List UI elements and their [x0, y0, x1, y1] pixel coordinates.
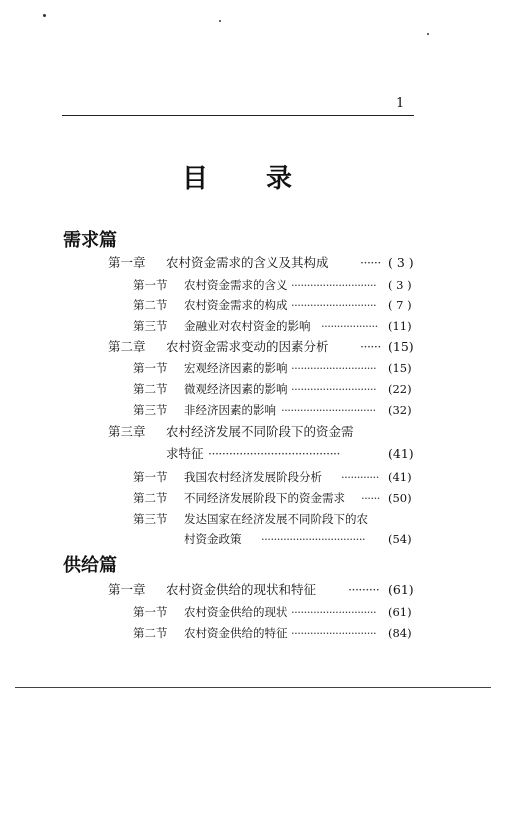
toc-entry-section[interactable] [133, 510, 414, 550]
entry-label: 第二节 [133, 382, 168, 396]
toc-entry-chapter[interactable] [108, 338, 414, 356]
entry-page: (15) [388, 339, 414, 354]
entry-label: 第二节 [133, 626, 168, 640]
entry-label: 第一节 [133, 605, 168, 619]
entry-text: 微观经济因素的影响 [184, 382, 288, 396]
entry-text: 农村资金供给的特征 [184, 626, 288, 640]
toc-entry-chapter[interactable] [108, 581, 414, 599]
entry-page: ( 3 ) [388, 278, 412, 292]
toc-entry-section[interactable] [133, 276, 414, 294]
leader-dots: ··························· [291, 278, 377, 292]
leader-dots: ············ [341, 470, 379, 484]
entry-text: 我国农村经济发展阶段分析 [184, 470, 322, 484]
toc-entry-section[interactable] [133, 603, 414, 621]
entry-text: 不同经济发展阶段下的资金需求 [184, 491, 345, 505]
toc-entry-section[interactable] [133, 359, 414, 377]
entry-page: (84) [388, 626, 412, 640]
toc-entry-chapter[interactable] [108, 423, 414, 463]
entry-label: 第三节 [133, 319, 168, 333]
leader-dots: ··························· [291, 382, 377, 396]
entry-text: 发达国家在经济发展不同阶段下的农 [184, 512, 368, 526]
entry-page: (32) [388, 403, 412, 417]
toc-entry-section[interactable] [133, 380, 414, 398]
entry-text: 农村经济发展不同阶段下的资金需 [166, 424, 354, 439]
entry-page: ( 7 ) [388, 298, 412, 312]
entry-label: 第一章 [108, 582, 146, 597]
entry-label: 第一节 [133, 278, 168, 292]
scan-speck [219, 20, 221, 22]
entry-page: (61) [388, 605, 412, 619]
entry-page: (22) [388, 382, 412, 396]
toc-entry-section[interactable] [133, 317, 414, 335]
toc-title-char-1: 目 [182, 164, 209, 194]
leader-dots: ······ [360, 255, 381, 270]
entry-page: (50) [388, 491, 412, 505]
entry-text: 农村资金供给的现状 [184, 605, 288, 619]
entry-page: (15) [388, 361, 412, 375]
entry-text: 农村资金需求的含义及其构成 [166, 255, 329, 270]
entry-text: 金融业对农村资金的影响 [184, 319, 311, 333]
entry-text: 非经济因素的影响 [184, 403, 276, 417]
toc-entry-section[interactable] [133, 624, 414, 642]
entry-label: 第三章 [108, 424, 146, 439]
entry-page: (11) [388, 319, 412, 333]
entry-text: 宏观经济因素的影响 [184, 361, 288, 375]
entry-label: 第三节 [133, 512, 168, 526]
leader-dots: ··························· [291, 605, 377, 619]
entry-label: 第二节 [133, 491, 168, 505]
entry-label: 第一章 [108, 255, 146, 270]
entry-page: (41) [388, 446, 414, 461]
leader-dots: ··························· [291, 626, 377, 640]
leader-dots: ································· [261, 532, 366, 546]
footer-rule [15, 687, 491, 688]
section-heading-demand: 需求篇 [63, 230, 117, 251]
toc-entry-section[interactable] [133, 401, 414, 419]
header-rule [62, 115, 414, 116]
leader-dots: ··························· [291, 361, 377, 375]
leader-dots: ··························· [291, 298, 377, 312]
entry-text: 农村资金供给的现状和特征 [166, 582, 317, 597]
entry-label: 第三节 [133, 403, 168, 417]
toc-entry-section[interactable] [133, 296, 414, 314]
toc-title-char-2: 录 [266, 164, 293, 194]
toc-entry-chapter[interactable] [108, 254, 414, 272]
entry-label: 第二章 [108, 339, 146, 354]
entry-text: 农村资金需求的构成 [184, 298, 288, 312]
leader-dots: ······ [361, 491, 380, 505]
scan-speck [427, 33, 429, 35]
toc-entry-section[interactable] [133, 489, 414, 507]
entry-page: (61) [388, 582, 414, 597]
entry-text: 农村资金需求变动的因素分析 [166, 339, 329, 354]
section-heading-supply: 供给篇 [63, 555, 117, 576]
entry-label: 第一节 [133, 470, 168, 484]
scan-speck [43, 14, 46, 17]
leader-dots: ······························ [281, 403, 376, 417]
entry-text: 农村资金需求的含义 [184, 278, 288, 292]
entry-page: (54) [388, 532, 412, 546]
entry-page: (41) [388, 470, 412, 484]
entry-text-continued: 村资金政策 [184, 532, 242, 546]
leader-dots: ······ [360, 339, 381, 354]
page-number: 1 [396, 96, 405, 111]
leader-dots: ·················· [321, 319, 378, 333]
leader-dots: ······································ [208, 446, 340, 461]
toc-entry-section[interactable] [133, 468, 414, 486]
entry-page: ( 3 ) [388, 255, 414, 270]
leader-dots: ········· [348, 582, 380, 597]
entry-label: 第二节 [133, 298, 168, 312]
entry-label: 第一节 [133, 361, 168, 375]
entry-text-continued: 求特征 [166, 446, 204, 461]
